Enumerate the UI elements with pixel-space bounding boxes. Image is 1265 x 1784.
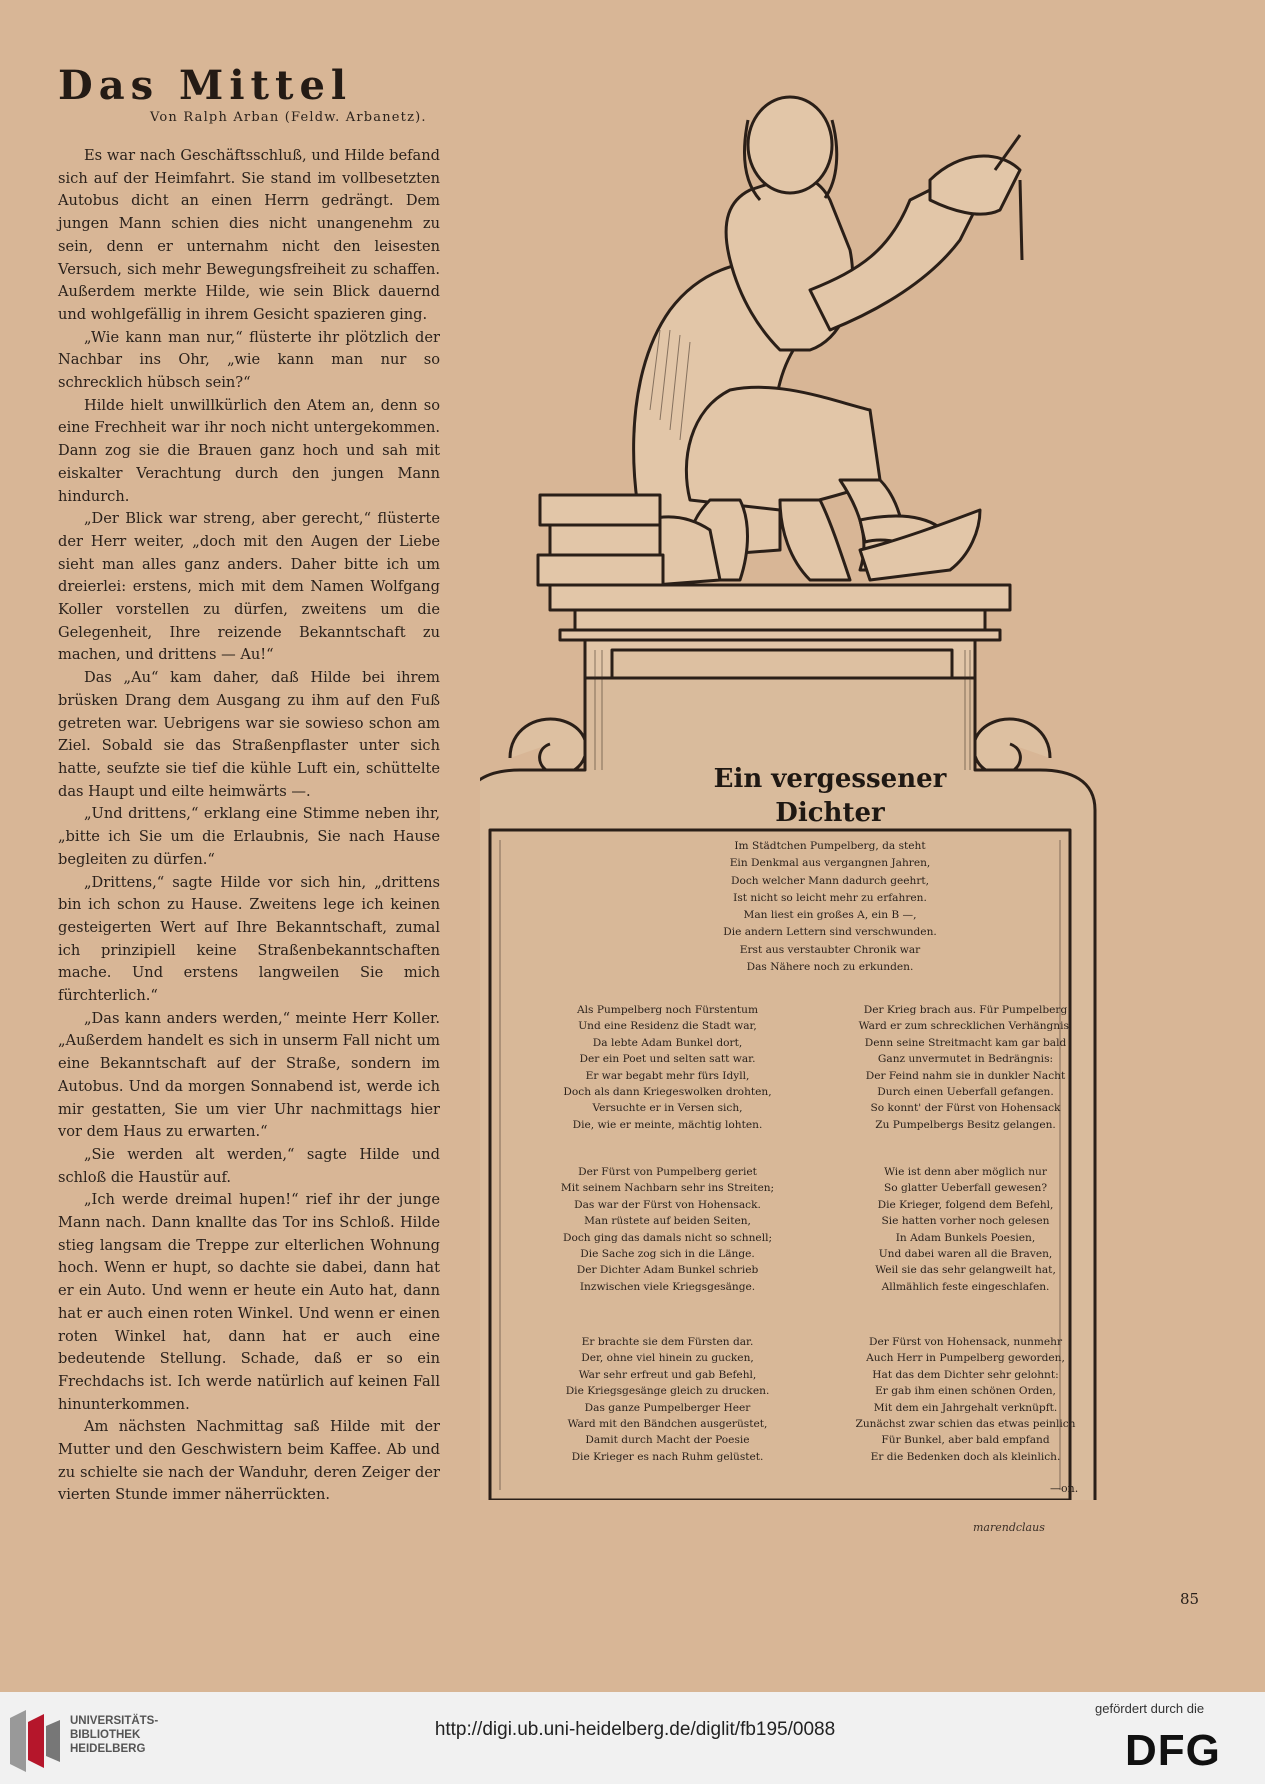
page-number: 85 <box>1180 1590 1200 1608</box>
poem-line: Mit dem ein Jahrgehalt verknüpft. <box>873 1401 1058 1414</box>
story-paragraph: Das „Au“ kam daher, daß Hilde bei ihrem brüsken Drang dem Ausgang zu ihm auf den Fuß getreten war. Uebrigens war sie sowieso schon am Ziel. Sobald sie das Straßenpflaster unter sich hatte, seufzte sie tief die kühle Luft ein, schüttelte das Haupt und eilte heimwärts —. <box>58 669 440 800</box>
library-name-line: BIBLIOTHEK <box>70 1729 141 1741</box>
poem-line: Im Städtchen Pumpelberg, da steht <box>734 840 926 852</box>
poem-stanza <box>838 1002 1093 1133</box>
poem-line: Allmählich feste eingeschlafen. <box>881 1280 1050 1293</box>
poem-line: Das ganze Pumpelberger Heer <box>584 1401 751 1414</box>
poem-line: Der Dichter Adam Bunkel schrieb <box>576 1264 759 1277</box>
poem-title <box>700 762 960 830</box>
library-name-line: HEIDELBERG <box>70 1743 146 1755</box>
poem-line: Ward er zum schrecklichen Verhängnis, <box>858 1020 1073 1033</box>
poem-line: Und eine Residenz die Stadt war, <box>578 1020 757 1033</box>
poem-line: Da lebte Adam Bunkel dort, <box>592 1036 743 1049</box>
poem-line: Wie ist denn aber möglich nur <box>884 1166 1047 1178</box>
poem-line: So glatter Ueberfall gewesen? <box>884 1182 1047 1195</box>
story-paragraph: „Das kann anders werden,“ meinte Herr Koller. „Außerdem handelt es sich in unserm Fall nicht um eine Bekanntschaft auf der Straße, sondern im Autobus. Und da morgen Sonnabend ist, werde ich mir gestatten, Sie um vier Uhr nachmittags hier vor dem Haus zu erwarten.“ <box>58 1009 440 1141</box>
poem-line: Er gab ihm einen schönen Orden, <box>875 1385 1056 1398</box>
story-title: Das Mittel <box>58 62 353 109</box>
poem-line: Der ein Poet und selten satt war. <box>579 1053 756 1066</box>
poem-line: Der Fürst von Pumpelberg geriet <box>578 1166 757 1178</box>
poem-line: Er war begabt mehr fürs Idyll, <box>585 1069 750 1082</box>
poem-line: Die, wie er meinte, mächtig lohten. <box>572 1118 763 1131</box>
poem-line: Man liest ein großes A, ein B —, <box>743 909 917 922</box>
story-paragraph: „Und drittens,“ erklang eine Stimme neben ihr, „bitte ich Sie um die Erlaubnis, Sie nach Hause begleiten zu dürfen.“ <box>58 805 440 868</box>
story-paragraph: „Der Blick war streng, aber gerecht,“ flüsterte der Herr weiter, „doch mit den Augen der Liebe sieht man alles ganz anders. Daher bitte ich um dreierlei: erstens, mich mit dem Namen Wolfgang Koller vorstellen zu dürfen, zweitens um die Gelegenheit, Ihre reizende Bekanntschaft zu machen, und drittens — Au!“ <box>58 510 440 664</box>
poem-intro-stanza <box>690 838 970 976</box>
poem-line: Zu Pumpelbergs Besitz gelangen. <box>875 1118 1056 1131</box>
poem-stanza <box>540 1002 795 1133</box>
illustrator-signature: marendclaus <box>973 1521 1045 1534</box>
poem-line: Weil sie das sehr gelangweilt hat, <box>875 1264 1056 1277</box>
poem-stanza <box>838 1164 1093 1295</box>
story-byline: Von Ralph Arban (Feldw. Arbanetz). <box>150 110 427 125</box>
poem-line: Auch Herr in Pumpelberg geworden, <box>866 1352 1065 1365</box>
story-paragraph: Es war nach Geschäftsschluß, und Hilde befand sich auf der Heimfahrt. Sie stand im vollbesetzten Autobus dicht an einen Herrn gedrängt. Dem jungen Mann schien dies nicht unangenehm zu sein, denn er unternahm nicht den leisesten Versuch, sich mehr Bewegungsfreiheit zu schaffen. Außerdem merkte Hilde, wie sein Blick dauernd und wohlgefällig in ihrem Gesicht spazieren ging. <box>58 147 440 323</box>
poem-stanza <box>540 1164 795 1295</box>
poem-line: Die andern Lettern sind verschwunden. <box>723 926 937 939</box>
poem-line: Doch ging das damals nicht so schnell; <box>562 1231 773 1244</box>
digitization-footer <box>0 1692 1265 1784</box>
library-name <box>70 1714 158 1756</box>
story-paragraph: „Wie kann man nur,“ flüsterte ihr plötzlich der Nachbar ins Ohr, „wie kann man nur so schrecklich hübsch sein?“ <box>58 328 440 392</box>
story-paragraph: „Ich werde dreimal hupen!“ rief ihr der junge Mann nach. Dann knallte das Tor ins Schloß. Hilde stieg langsam die Treppe zur elterlichen Wohnung hoch. Wenn er hupt, so dachte sie dabei, dann hat er ein Auto. Und wenn er heute ein Auto hat, dann hat er auch einen roten Winkel. Und wenn er einen roten Winkel hat, dann hat er auch eine bedeutende Stellung. Schade, daß er so ein Frechdachs ist. Ich werde natürlich auf keinen Fall hinunterkommen. <box>58 1191 440 1413</box>
poem-line: Für Bunkel, aber bald empfand <box>881 1434 1050 1447</box>
story-paragraph: Am nächsten Nachmittag saß Hilde mit der Mutter und den Geschwistern beim Kaffee. Ab und zu schielte sie nach der Wanduhr, deren Zeiger der vierten Stunde immer näherrückten. <box>58 1418 440 1504</box>
poem-line: Doch als dann Kriegeswolken drohten, <box>563 1086 772 1099</box>
poem-line: Und dabei waren all die Braven, <box>878 1248 1053 1261</box>
poem-line: Ganz unvermutet in Bedrängnis: <box>877 1053 1054 1066</box>
poem-line: Der Feind nahm sie in dunkler Nacht <box>865 1069 1066 1082</box>
library-logo-icon <box>10 1710 60 1772</box>
poem-line: Ist nicht so leicht mehr zu erfahren. <box>733 891 927 904</box>
poem-line: Mit seinem Nachbarn sehr ins Streiten; <box>560 1182 775 1195</box>
library-name-line: UNIVERSITÄTS- <box>70 1715 159 1727</box>
poem-line: In Adam Bunkels Poesien, <box>895 1231 1036 1244</box>
poem-line: Ward mit den Bändchen ausgerüstet, <box>567 1418 768 1431</box>
poem-line: Der Krieg brach aus. Für Pumpelberg <box>863 1004 1068 1016</box>
poem-title-line: Dichter <box>775 798 885 828</box>
poem-line: Durch einen Ueberfall gefangen. <box>877 1086 1054 1099</box>
poem-line: Doch welcher Mann dadurch geehrt, <box>730 874 930 887</box>
story-body <box>58 145 440 1507</box>
poem-line: Der Fürst von Hohensack, nunmehr <box>868 1336 1063 1348</box>
source-url-link[interactable]: http://digi.ub.uni-heidelberg.de/diglit/fb195/0088 <box>434 1719 836 1740</box>
poem-line: Zunächst zwar schien das etwas peinlich <box>855 1418 1076 1431</box>
poem-line: Die Sache zog sich in die Länge. <box>580 1248 755 1261</box>
poem-line: Das war der Fürst von Hohensack. <box>574 1198 761 1211</box>
poem-line: Damit durch Macht der Poesie <box>585 1434 750 1447</box>
poem-line: Er die Bedenken doch als kleinlich. <box>870 1450 1061 1463</box>
poem-stanza <box>540 1334 795 1465</box>
story-paragraph: „Drittens,“ sagte Hilde vor sich hin, „drittens bin ich schon zu Hause. Zweitens lege ich keinen gesteigerten Wert auf Ihre Bekanntschaft, zumal ich prinzipiell keine Straßenbekanntschaften mache. Und erstens langweilen Sie mich fürchterlich.“ <box>58 873 440 1005</box>
poem-line: War sehr erfreut und gab Befehl, <box>578 1368 757 1381</box>
poem-line: Inzwischen viele Kriegsgesänge. <box>579 1280 756 1293</box>
story-paragraph: Hilde hielt unwillkürlich den Atem an, denn so eine Frechheit war ihr noch nicht untergekommen. Dann zog sie die Brauen ganz hoch und sah mit eiskalter Verachtung durch den jungen Mann hindurch. <box>58 396 440 505</box>
sponsor-label: gefördert durch die <box>1095 1701 1205 1716</box>
poem-line: Hat das dem Dichter sehr gelohnt: <box>872 1368 1059 1381</box>
poem-line: Sie hatten vorher noch gelesen <box>881 1215 1050 1228</box>
poem-line: So konnt' der Fürst von Hohensack <box>870 1102 1061 1115</box>
poem-line: Der, ohne viel hinein zu gucken, <box>581 1352 754 1365</box>
poem-line: Die Krieger, folgend dem Befehl, <box>877 1198 1054 1211</box>
story-paragraph: „Sie werden alt werden,“ sagte Hilde und schloß die Haustür auf. <box>58 1145 440 1186</box>
poem-line: Als Pumpelberg noch Fürstentum <box>576 1004 758 1016</box>
poem-line: Ein Denkmal aus vergangnen Jahren, <box>729 857 931 870</box>
poem-stanza <box>838 1334 1093 1465</box>
poem-line: Denn seine Streitmacht kam gar bald <box>864 1036 1067 1049</box>
poem-line: Das Nähere noch zu erkunden. <box>746 961 914 974</box>
poem-line: Man rüstete auf beiden Seiten, <box>584 1215 751 1228</box>
poem-signature: —on. <box>1050 1482 1079 1495</box>
poem-title-line: Ein vergessener <box>713 764 947 794</box>
poem-line: Er brachte sie dem Fürsten dar. <box>581 1336 754 1348</box>
dfg-logo: DFG <box>1125 1726 1221 1775</box>
poem-line: Erst aus verstaubter Chronik war <box>739 943 921 956</box>
poem-line: Die Kriegsgesänge gleich zu drucken. <box>565 1385 770 1398</box>
poem-line: Die Krieger es nach Ruhm gelüstet. <box>571 1450 764 1463</box>
poem-line: Versuchte er in Versen sich, <box>592 1102 743 1115</box>
